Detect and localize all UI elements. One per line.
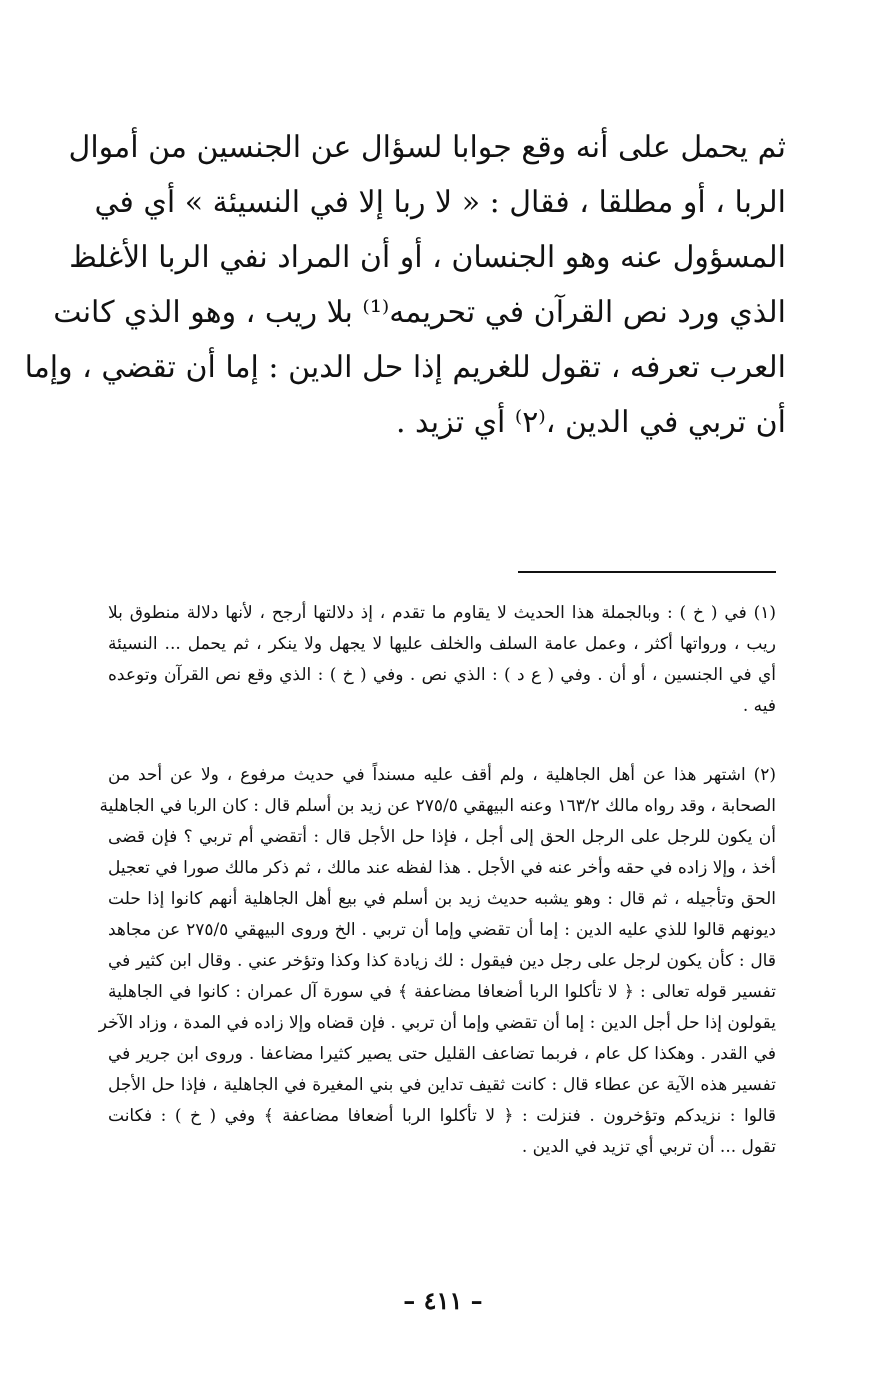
footnote-line: ريب ، ورواتها أكثر ، وعمل عامة السلف والخلف عليها لا يجهل ولا ينكر ، ثم يحمل ... النسيئة: [108, 634, 776, 654]
main-text-line: أن تربي في الدين ،⁽٢⁾ أي تزيد .: [395, 405, 786, 440]
main-text-line: الذي ورد نص القرآن في تحريمه⁽¹⁾ بلا ريب ، وهو الذي كانت: [53, 295, 786, 330]
page-number: – ٤١١ –: [403, 1286, 483, 1315]
footnote-line: الصحابة ، وقد رواه مالك ١٦٣/٢ وعنه البيهقي ٢٧٥/٥ عن زيد بن أسلم قال : كان الربا في الجاهلية: [99, 796, 776, 816]
footnote-line: (١) في ( خ ) : وبالجملة هذا الحديث لا يقاوم ما تقدم ، إذ دلالتها أرجح ، لأنها دلالة منطوق بلا: [108, 603, 776, 623]
footnote-line: قال : كأن يكون لرجل على رجل دين فيقول : لك زيادة كذا وكذا وتؤخر عني . وقال ابن كثير في: [108, 951, 776, 971]
footnote-line: الحق وتأجيله ، ثم قال : وهو يشبه حديث زيد بن أسلم في بيع أهل الجاهلية أنهم كانوا إذا حلت: [108, 889, 776, 909]
footnote-line: فيه .: [742, 696, 776, 716]
footnote-separator: [518, 571, 776, 573]
main-text-line: العرب تعرفه ، تقول للغريم إذا حل الدين : إما أن تقضي ، وإما: [24, 350, 786, 385]
footnote-line: تقول ... أن تربي أي تزيد في الدين .: [521, 1137, 776, 1157]
main-text-line: الربا ، أو مطلقا ، فقال : « لا ربا إلا في النسيئة » أي في: [94, 185, 786, 220]
footnote-line: ديونهم قالوا للذي عليه الدين : إما أن تقضي وإما أن تربي . الخ وروى البيهقي ٢٧٥/٥ عن مجاهد: [108, 920, 777, 940]
footnote-line: أي في الجنسين ، أو أن . وفي ( ع د ) : الذي نص . وفي ( خ ) : الذي وقع نص القرآن وتوعده: [108, 665, 776, 685]
main-text-line: ثم يحمل على أنه وقع جوابا لسؤال عن الجنسين من أموال: [68, 130, 786, 165]
footnote-line: تفسير قوله تعالى : ﴿ لا تأكلوا الربا أضعافا مضاعفة ﴾ في سورة آل عمران : كانوا في الجاهلية: [108, 982, 776, 1002]
footnote-line: (٢) اشتهر هذا عن أهل الجاهلية ، ولم أقف عليه مسنداً في حديث مرفوع ، ولا عن أحد من: [108, 765, 776, 785]
footnote-line: قالوا : نزيدكم وتؤخرون . فنزلت : ﴿ لا تأكلوا الربا أضعافا مضاعفة ﴾ وفي ( خ ) : فكانت: [108, 1106, 776, 1126]
footnote-line: تفسير هذه الآية عن عطاء قال : كانت ثقيف تداين في بني المغيرة في الجاهلية ، فإذا حل الأجل: [108, 1075, 776, 1095]
footnote-line: يقولون إذا حل أجل الدين : إما أن تقضي وإما أن تربي . فإن قضاه وإلا زاده في المدة ، وزاد الآخر: [98, 1013, 776, 1033]
footnote-line: أخذ ، وإلا زاده في حقه وأخر عنه في الأجل . هذا لفظه عند مالك ، ثم ذكر مالك صورا في تعجيل: [108, 858, 776, 878]
footnote-1: [108, 598, 776, 722]
footnote-line: أن يكون للرجل على الرجل الحق إلى أجل ، فإذا حل الأجل قال : أتقضي أم تربي ؟ فإن قضى: [108, 827, 776, 847]
main-text-line: المسؤول عنه وهو الجنسان ، أو أن المراد نفي الربا الأغلظ: [69, 240, 786, 275]
main-body-text: [24, 120, 786, 450]
footnote-2: [98, 760, 777, 1163]
footnote-line: في القدر . وهكذا كل عام ، فربما تضاعف القليل حتى يصير كثيرا مضاعفا . وروى ابن جرير في: [108, 1044, 776, 1064]
